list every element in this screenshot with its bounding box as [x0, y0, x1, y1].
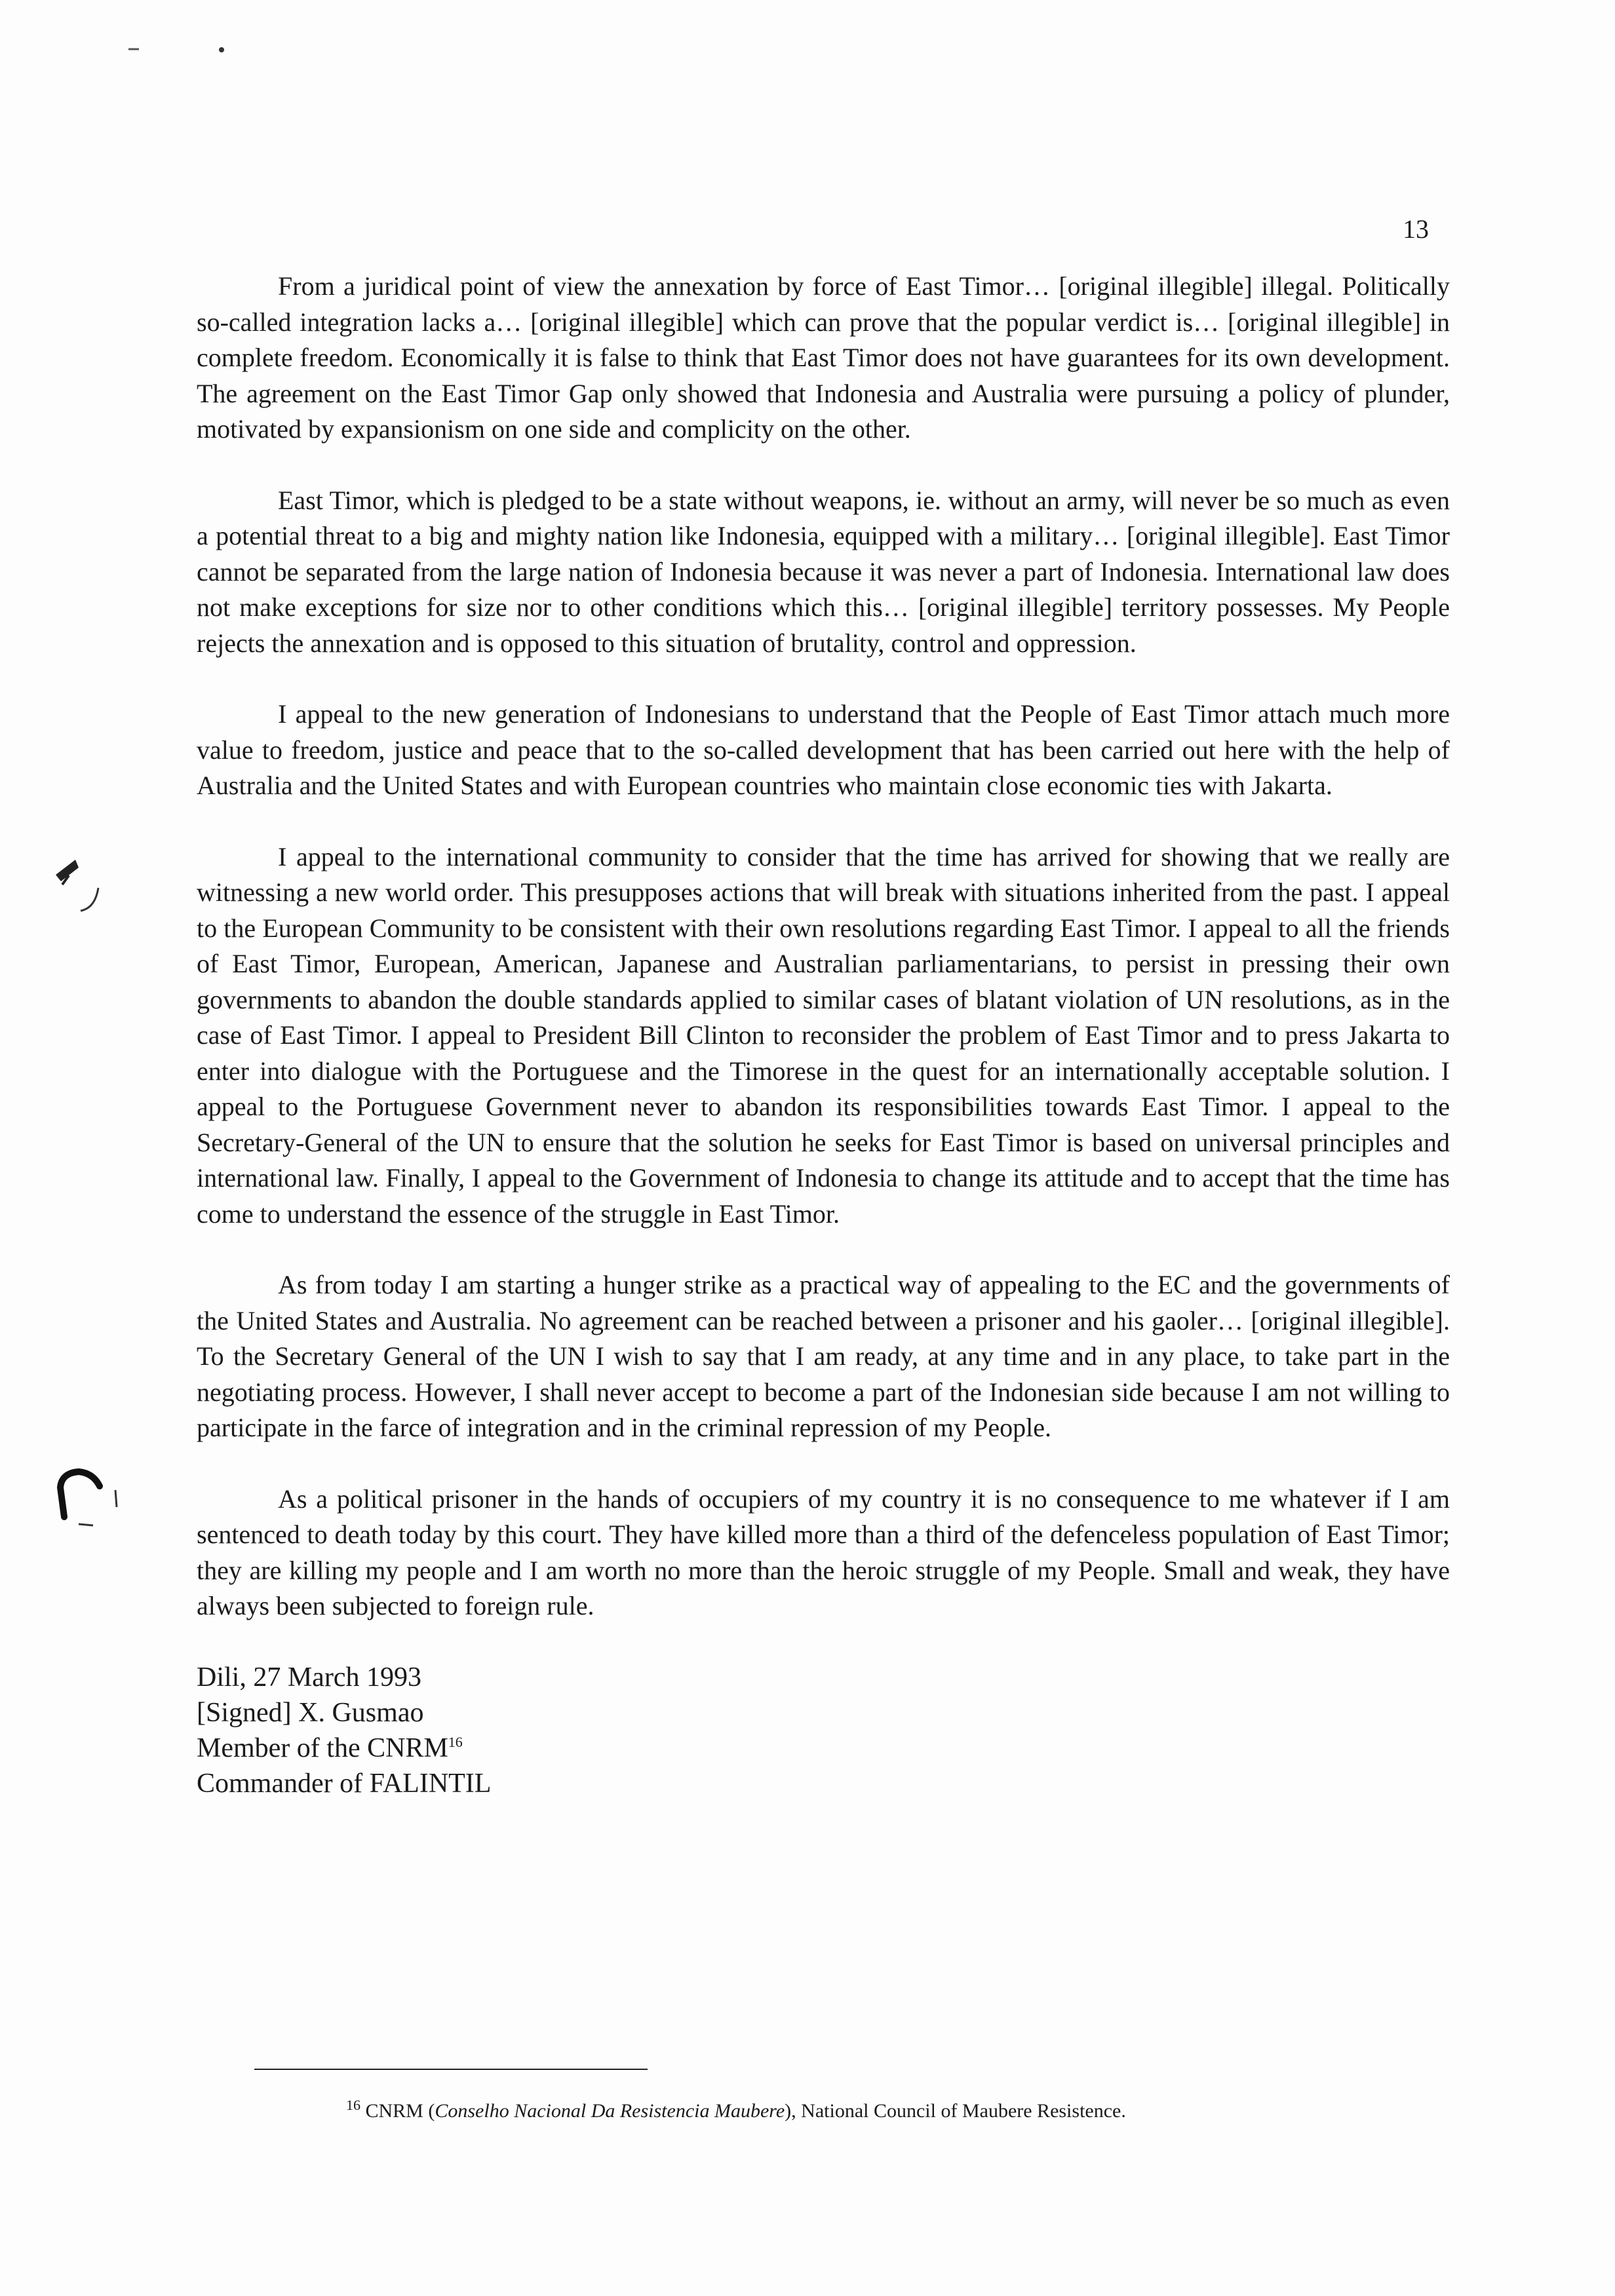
signature-block [197, 1660, 1450, 1801]
footnote-divider [254, 2069, 648, 2070]
member-line [197, 1731, 1450, 1766]
footnote-portuguese: Conselho Nacional Da Resistencia Maubere [435, 2100, 785, 2122]
footnote-number: 16 [346, 2097, 360, 2113]
paragraph-5: As from today I am starting a hunger strike as a practical way of appealing to the EC and the governments of the United States and Australia. No agreement can be reached between a prisoner and his gaoler… [original illegible]. To the Secretary General of the UN I wish to say that I am ready, at any time and in any place, to take part in the negotiating process. However, I shall never accept to become a part of the Indonesian side because I am not willing to participate in the farce of integration and in the criminal repression of my People. [197, 1270, 1450, 1442]
document-body [197, 269, 1450, 1801]
paragraph-1: From a juridical point of view the annexation by force of East Timor… [original illegible] illegal. Politically so-called integration lacks a… [original illegible] which can prove that the popular verdict is… [original illegible] in complete freedom. Economically it is false to think that East Timor does not have guarantees for its own development. The agreement on the East Timor Gap only showed that Indonesia and Australia were pursuing a policy of plunder, motivated by expansionism on one side and complicity on the other. [197, 271, 1450, 444]
role-line: Commander of FALINTIL [197, 1768, 492, 1799]
signed-line: [Signed] X. Gusmao [197, 1697, 424, 1728]
paragraph-4: I appeal to the international community to consider that the time has arrived for showing that we really are witnessing a new world order. This presupposes actions that will break with situations inherited from the past. I appeal to the European Community to be consistent with their own resolutions regarding East Timor. I appeal to all the friends of East Timor, European, American, Japanese and Australian parliamentarians, to persist in pressing their own governments to abandon the double standards applied to similar cases of blatant violation of UN resolutions, as in the case of East Timor. I appeal to President Bill Clinton to reconsider the problem of East Timor and to press Jakarta to enter into dialogue with the Portuguese and the Timorese in the quest for an internationally acceptable solution. I appeal to the Portuguese Government never to abandon its responsibilities towards East Timor. I appeal to the Secretary-General of the UN to ensure that the solution he seeks for East Timor is based on universal principles and international law. Finally, I appeal to the Government of Indonesia to change its attitude and to accept that the time has come to understand the essence of the struggle in East Timor. [197, 841, 1450, 1229]
paragraph-6: As a political prisoner in the hands of occupiers of my country it is no consequence to me whatever if I am sentenced to death today by this court. They have killed more than a third of the defenceless population of East Timor; they are killing my people and I am worth no more than the heroic struggle of my People. Small and weak, they have always been subjected to foreign rule. [197, 1483, 1450, 1620]
paragraph-3: I appeal to the new generation of Indonesians to understand that the People of East Timor attach much more value to freedom, justice and peace that to the so-called development that has been carried out here with the help of Australia and the United States and with European countries who maintain close economic ties with Jakarta. [197, 699, 1450, 800]
footnote-english: ), National Council of Maubere Resistence. [785, 2100, 1126, 2122]
margin-mark-upper [49, 845, 108, 917]
paragraph-2: East Timor, which is pledged to be a state without weapons, ie. without an army, will never be so much as even a potential threat to a big and mighty nation like Indonesia, equipped with a military… [original illegible]. East Timor cannot be separated from the large nation of Indonesia because it was never a part of Indonesia. International law does not make exceptions for size nor to other conditions which this… [original illegible] territory possesses. My People rejects the annexation and is opposed to this situation of brutality, control and oppression. [197, 485, 1450, 658]
scan-mark-top [125, 39, 229, 59]
margin-mark-lower [52, 1461, 131, 1540]
place-date: Dili, 27 March 1993 [197, 1662, 421, 1693]
member-text: Member of the CNRM [197, 1732, 448, 1763]
footnote-ref: 16 [448, 1733, 463, 1750]
footnote [346, 2097, 1126, 2122]
page-number: 13 [1403, 214, 1429, 244]
footnote-abbrev: CNRM ( [365, 2100, 435, 2122]
